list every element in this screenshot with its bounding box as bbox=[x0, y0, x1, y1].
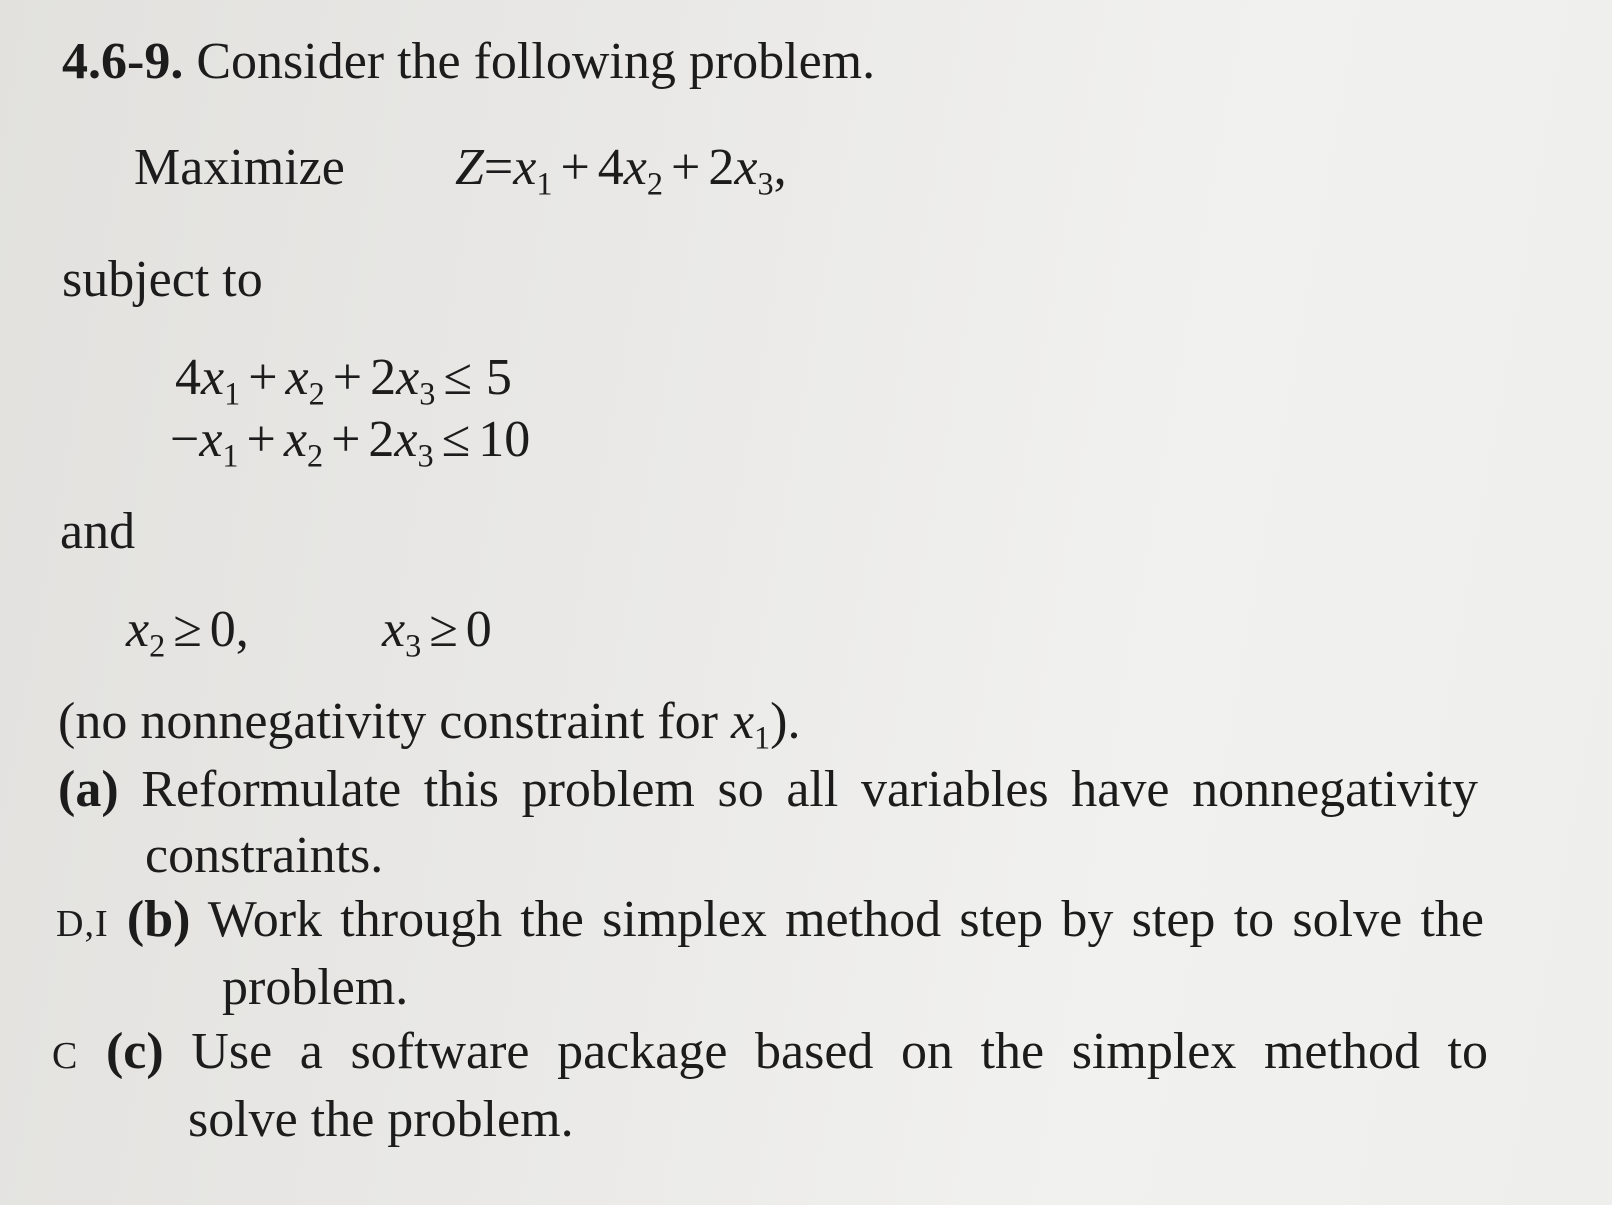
geq-sign: ≥ bbox=[429, 601, 458, 658]
coef: 4 bbox=[175, 349, 201, 406]
zero: 0 bbox=[465, 601, 492, 658]
var-x3: x bbox=[396, 349, 420, 406]
part-c-line2: solve the problem. bbox=[188, 1091, 574, 1148]
var-x1: x bbox=[513, 139, 537, 196]
problem-number: 4.6-9. bbox=[62, 33, 184, 90]
part-c-line1: Use a software package based on the simplex method to bbox=[191, 1023, 1489, 1080]
coef-x3: 2 bbox=[708, 139, 735, 196]
leq-sign: ≤ bbox=[441, 411, 471, 468]
part-a-line1: Reformulate this problem so all variables have nonnegativity bbox=[141, 761, 1479, 818]
note-text: (no nonnegativity constraint for bbox=[58, 693, 731, 750]
sub-2: 2 bbox=[646, 165, 664, 202]
var-x3: x bbox=[734, 139, 758, 196]
minus-sign: − bbox=[170, 411, 200, 468]
var-x2: x bbox=[623, 139, 647, 196]
plus-sign: + bbox=[248, 349, 278, 406]
var-x3: x bbox=[382, 601, 406, 658]
part-a-line2: constraints. bbox=[145, 827, 384, 884]
part-c-tag: C bbox=[52, 1035, 79, 1077]
nonneg-x3 bbox=[382, 600, 492, 664]
part-b-label: (b) bbox=[126, 891, 191, 948]
sub-1: 1 bbox=[224, 375, 241, 412]
objective-verb: Maximize bbox=[134, 139, 345, 196]
part-b bbox=[56, 890, 1484, 954]
var-x1: x bbox=[730, 693, 755, 750]
comma: , bbox=[773, 139, 787, 196]
problem-intro: Consider the following problem. bbox=[196, 33, 876, 90]
note-end: ). bbox=[770, 693, 801, 750]
problem-heading bbox=[62, 32, 875, 92]
coef: 2 bbox=[370, 349, 397, 406]
sub-3: 3 bbox=[417, 437, 434, 474]
plus-sign: + bbox=[331, 411, 361, 468]
coef-x2: 4 bbox=[597, 139, 624, 196]
zero: 0 bbox=[209, 601, 236, 658]
part-a-label: (a) bbox=[58, 761, 119, 818]
nonneg-x2 bbox=[126, 600, 249, 664]
rhs: 5 bbox=[485, 349, 512, 406]
z-symbol: Z bbox=[455, 139, 484, 196]
sub-3: 3 bbox=[757, 165, 774, 202]
constraint-2 bbox=[170, 410, 531, 474]
var-x1: x bbox=[199, 411, 223, 468]
leq-sign: ≤ bbox=[443, 349, 472, 406]
no-nonneg-note bbox=[58, 692, 801, 756]
objective-function bbox=[455, 138, 787, 202]
sub-1: 1 bbox=[222, 437, 239, 474]
part-b-line1: Work through the simplex method step by step to solve the bbox=[207, 891, 1485, 948]
coef: 2 bbox=[368, 411, 395, 468]
plus-sign: + bbox=[560, 139, 590, 196]
constraint-1 bbox=[175, 348, 512, 412]
part-c bbox=[52, 1022, 1488, 1086]
part-a bbox=[58, 760, 1478, 820]
var-x1: x bbox=[201, 349, 225, 406]
sub-2: 2 bbox=[149, 627, 166, 664]
sub-2: 2 bbox=[308, 375, 325, 412]
sub-1: 1 bbox=[754, 719, 771, 756]
part-b-tag: D,I bbox=[56, 903, 109, 945]
sub-1: 1 bbox=[536, 165, 553, 202]
and-label: and bbox=[60, 503, 136, 560]
plus-sign: + bbox=[671, 139, 701, 196]
plus-sign: + bbox=[246, 411, 276, 468]
comma: , bbox=[235, 601, 249, 658]
var-x3: x bbox=[394, 411, 418, 468]
geq-sign: ≥ bbox=[173, 601, 202, 658]
subject-to-label: subject to bbox=[62, 251, 263, 308]
equals-sign: = bbox=[483, 139, 514, 196]
rhs: 10 bbox=[478, 411, 531, 468]
plus-sign: + bbox=[332, 349, 363, 406]
part-c-label: (c) bbox=[105, 1023, 164, 1080]
part-b-line2: problem. bbox=[222, 959, 409, 1016]
var-x2: x bbox=[283, 411, 307, 468]
sub-3: 3 bbox=[405, 627, 422, 664]
var-x2: x bbox=[126, 601, 150, 658]
sub-3: 3 bbox=[419, 375, 436, 412]
var-x2: x bbox=[285, 349, 309, 406]
sub-2: 2 bbox=[306, 437, 324, 474]
